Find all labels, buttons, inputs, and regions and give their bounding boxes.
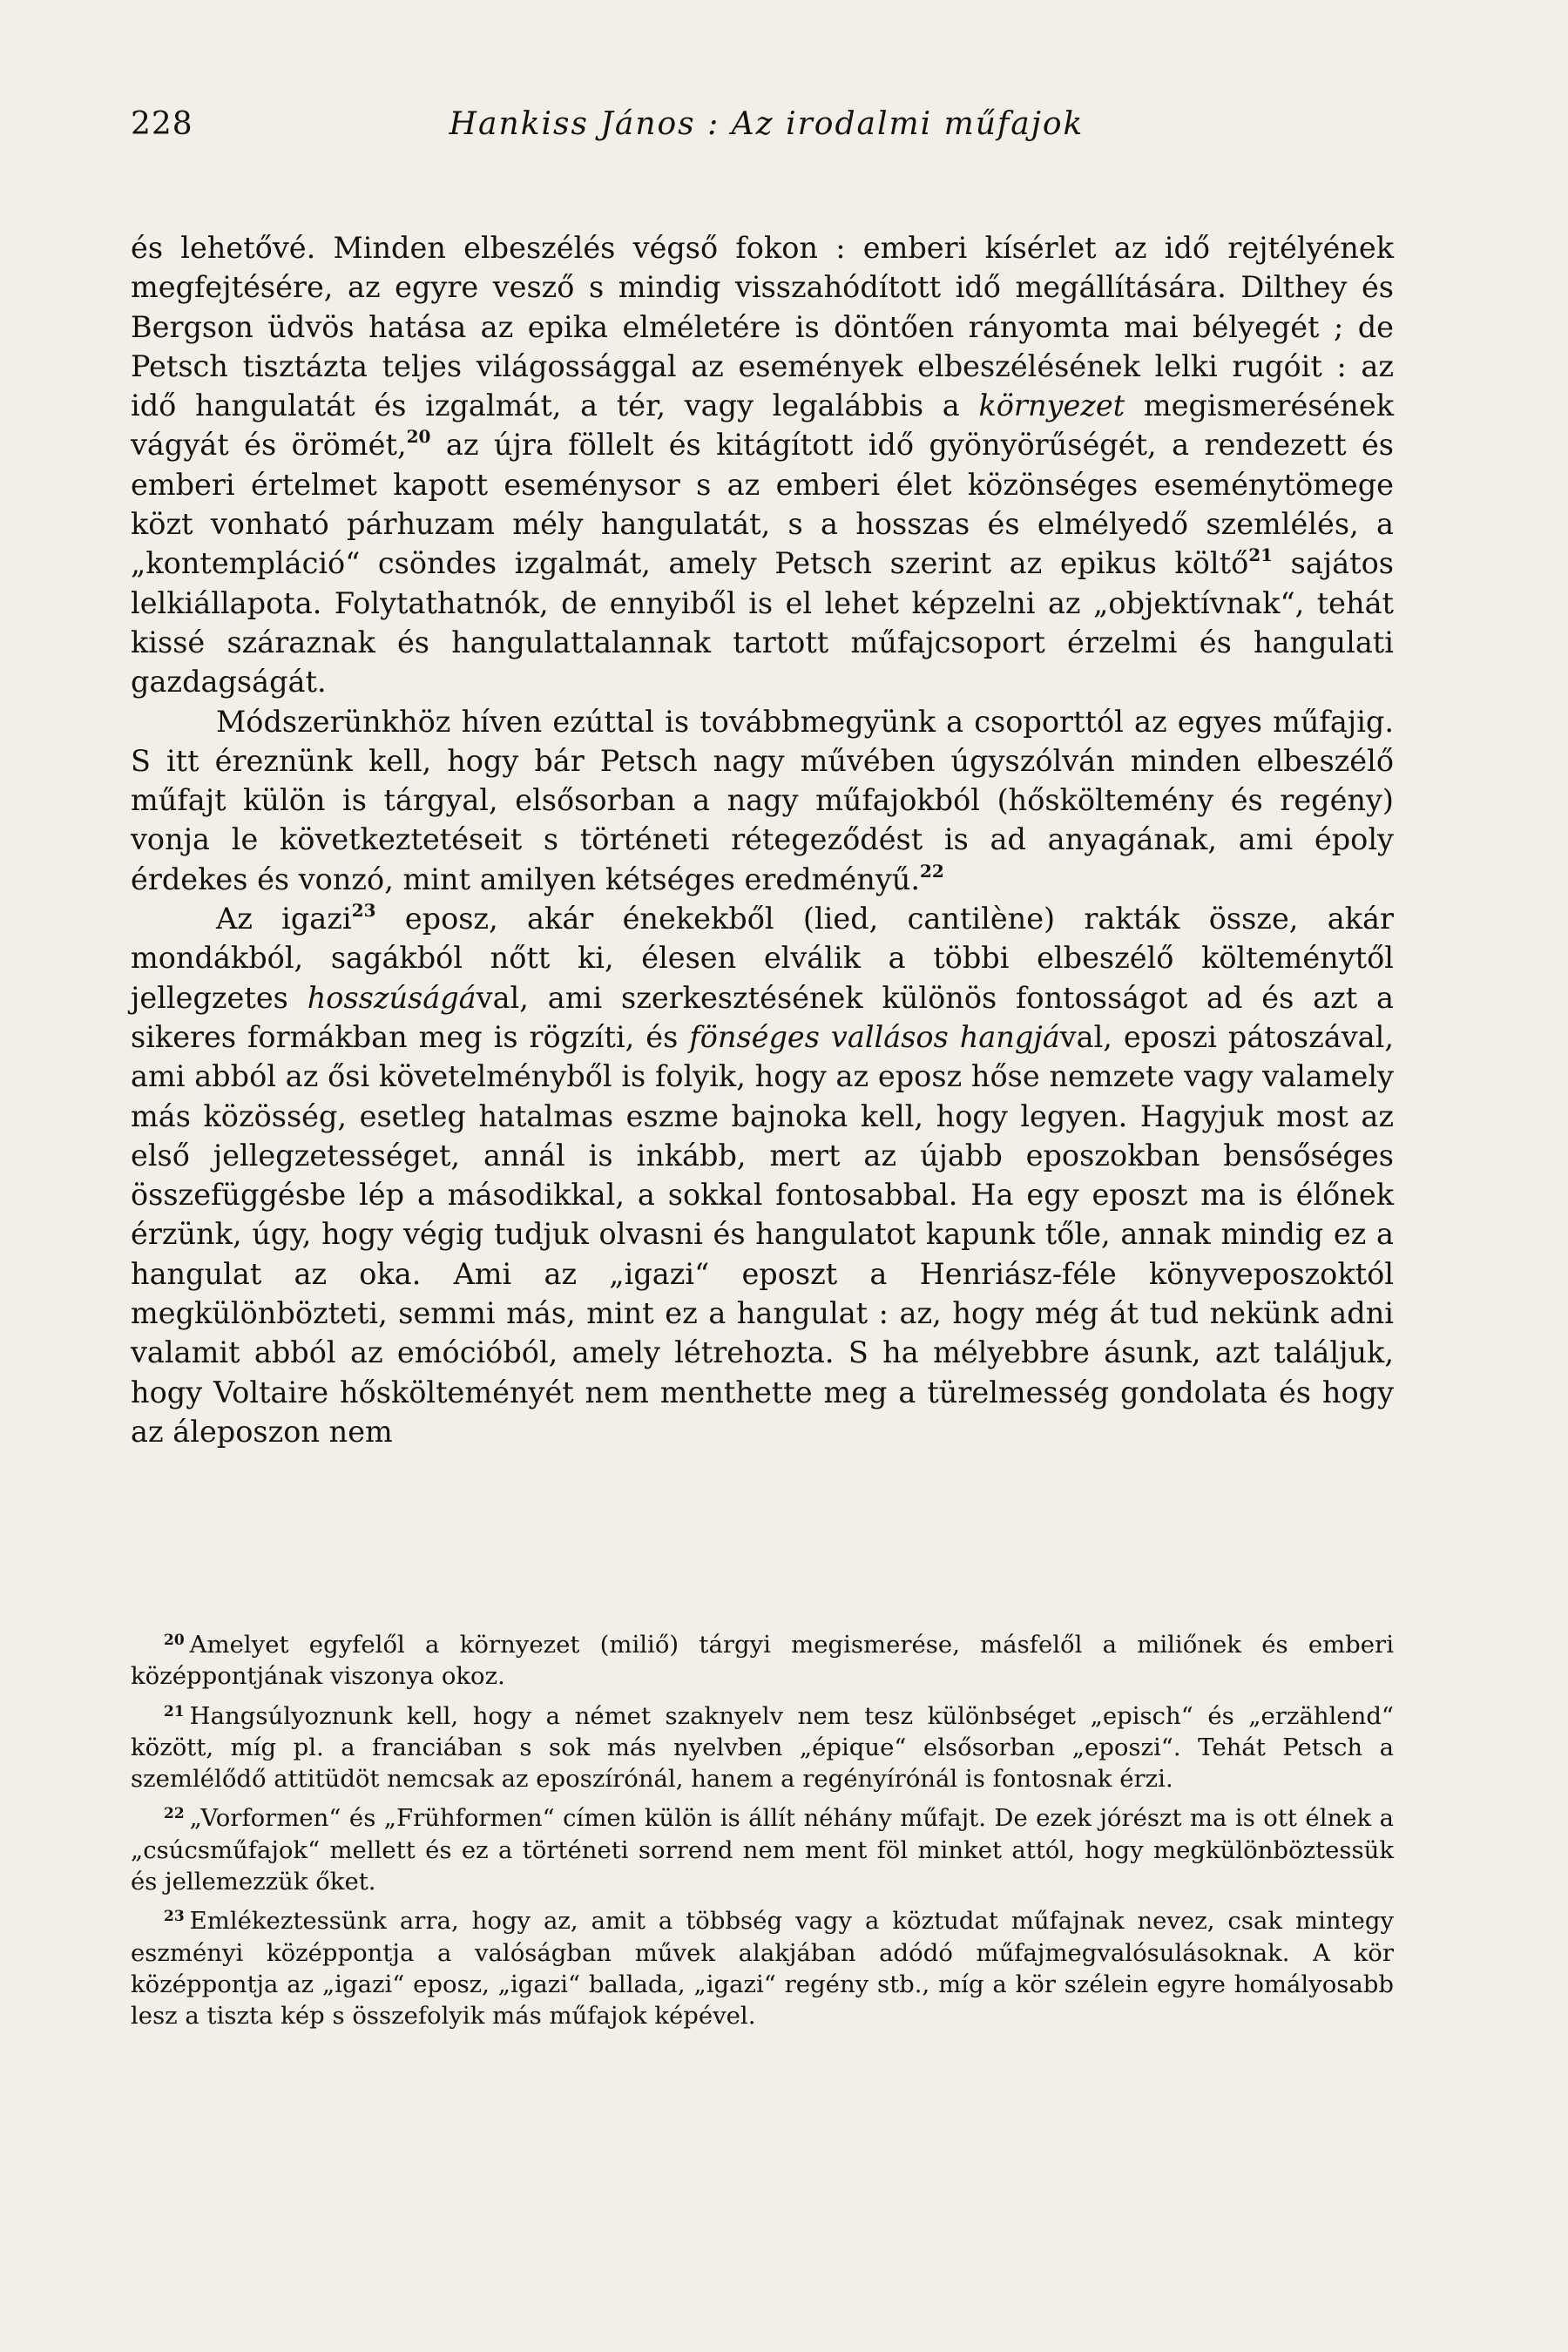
footnote-20 xyxy=(131,1629,1394,1693)
text-run: megismerésének vágyát és örömét, xyxy=(131,389,1394,463)
paragraph-2 xyxy=(131,702,1394,899)
text-run: Az igazi xyxy=(216,902,352,936)
main-text xyxy=(131,228,1394,1451)
footnote-text: Amelyet egyfelől a környezet (miliő) tárgyi megismerése, másfelől a miliőnek és emberi középpontjának viszonya okoz. xyxy=(131,1631,1394,1691)
running-head: Hankiss János : Az irodalmi műfajok xyxy=(449,106,1085,142)
footnotes xyxy=(131,1629,1394,2040)
footnote-number: 22 xyxy=(164,1805,185,1823)
footnote-ref-20: 20 xyxy=(406,426,431,448)
text-run: eposz, akár énekekből (lied, cantilène) rakták össze, akár mondákból, sagákból nőtt ki, élesen elválik a többi elbeszélő költeménytől jellegzetes xyxy=(131,902,1394,1015)
text-run: val, eposzi pátoszával, ami abból az ősi követelményből is folyik, hogy az eposz hőse nemzete vagy valamely más közösség, esetleg hatalmas eszme bajnoka kell, hogy legyen. Hagyjuk most az első jellegzetességet, annál is inkább, mert az újabb eposzokban bensőséges összefüggésbe lép a másodikkal, a sokkal fontosabbal. Ha egy eposzt ma is élőnek érzünk, úgy, hogy végig tudjuk olvasni és hangulatot kapunk tőle, annak mindig ez a hangulat az oka. Ami az „igazi“ eposzt a Henriász-féle könyveposzoktól megkülönbözteti, semmi más, mint ez a hangulat : az, hogy még át tud nekünk adni valamit abból az emócióból, amely létrehozta. S ha mélyebbre ásunk, azt találjuk, hogy Voltaire hőskölteményét nem menthette meg a türelmesség gondolata és hogy az áleposzon nem xyxy=(131,1019,1394,1449)
italic-text: fönséges vallásos hangjá xyxy=(689,1019,1060,1054)
italic-text: hosszúságá xyxy=(307,980,476,1015)
footnote-ref-21: 21 xyxy=(1248,544,1274,566)
page-header xyxy=(131,106,1402,150)
footnote-23 xyxy=(131,1905,1394,2031)
footnote-number: 21 xyxy=(164,1702,185,1720)
footnote-ref-22: 22 xyxy=(919,860,944,882)
text-run: Módszerünkhöz híven ezúttal is továbbmegyünk a csoporttól az egyes műfajig. S itt éreznünk kell, hogy bár Petsch nagy művében úgyszólván minden elbeszélő műfajt külön is tárgyal, elsősorban a nagy műfajokból (hősköltemény és regény) vonja le következtetéseit s történeti rétegeződést is ad anyagának, ami époly érdekes és vonzó, mint amilyen kétséges eredményű. xyxy=(131,704,1394,896)
footnote-21 xyxy=(131,1700,1394,1795)
text-run: val, ami szerkesztésének különös fontosságot ad és azt a sikeres formákban meg is rögzíti, és xyxy=(131,980,1395,1054)
footnote-text: „Vorformen“ és „Frühformen“ címen külön is állít néhány műfajt. De ezek jórészt ma is ott élnek a „csúcsműfajok“ mellett és ez a történeti sorrend nem ment föl minket attól, hogy megkülönböztessük és jellemezzük őket. xyxy=(131,1804,1394,1896)
paragraph-1 xyxy=(131,228,1394,702)
italic-text: környezet xyxy=(978,389,1125,423)
text-run: sajátos lelkiállapota. Folytathatnók, de ennyiből is el lehet képzelni az „objektívnak“, tehát kissé száraznak és hangulattalannak tartott műfajcsoport érzelmi és hangulati gazdagságát. xyxy=(131,546,1394,700)
footnote-text: Emlékeztessünk arra, hogy az, amit a többség vagy a köztudat műfajnak nevez, csak mintegy eszményi középpontja a valóságban művek alakjában adódó műfajmegvalósulásoknak. A kör középpontja az „igazi“ eposz, „igazi“ ballada, „igazi“ regény stb., míg a kör szélein egyre homályosabb lesz a tiszta kép s összefolyik más műfajok képével. xyxy=(131,1907,1394,2031)
text-run: és lehetővé. Minden elbeszélés végső fokon : emberi kísérlet az idő rejtélyének megfejtésére, az egyre vesző s mindig visszahódított idő megállítására. Dilthey és Bergson üdvös hatása az epika elméletére is döntően rányomta mai bélyegét ; de Petsch tisztázta teljes világossággal az események elbeszélésének lelki rugóit : az idő hangulatát és izgalmát, a tér, vagy legalábbis a xyxy=(131,231,1394,423)
footnote-number: 23 xyxy=(164,1908,185,1926)
text-run: az újra föllelt és kitágított idő gyönyörűségét, a rendezett és emberi értelmet kapott eseménysor s az emberi élet közönséges eseménytömege közt vonható párhuzam mély hangulatát, s a hosszas és elmélyedő szemlélés, a „kontempláció“ csöndes izgalmát, amely Petsch szerint az epikus költő xyxy=(131,428,1394,581)
paragraph-3 xyxy=(131,899,1394,1451)
page-number: 228 xyxy=(131,106,193,142)
footnote-number: 20 xyxy=(164,1632,185,1649)
footnote-22 xyxy=(131,1802,1394,1897)
footnote-ref-23: 23 xyxy=(351,900,376,922)
footnote-text: Hangsúlyoznunk kell, hogy a német szaknyelv nem tesz különbséget „episch“ és „erzählend“ között, míg pl. a franciában s sok más nyelvben „épique“ elsősorban „eposzi“. Tehát Petsch a szemlélődő attitüdöt nemcsak az eposzírónál, hanem a regényírónál is fontosnak érzi. xyxy=(131,1701,1394,1794)
